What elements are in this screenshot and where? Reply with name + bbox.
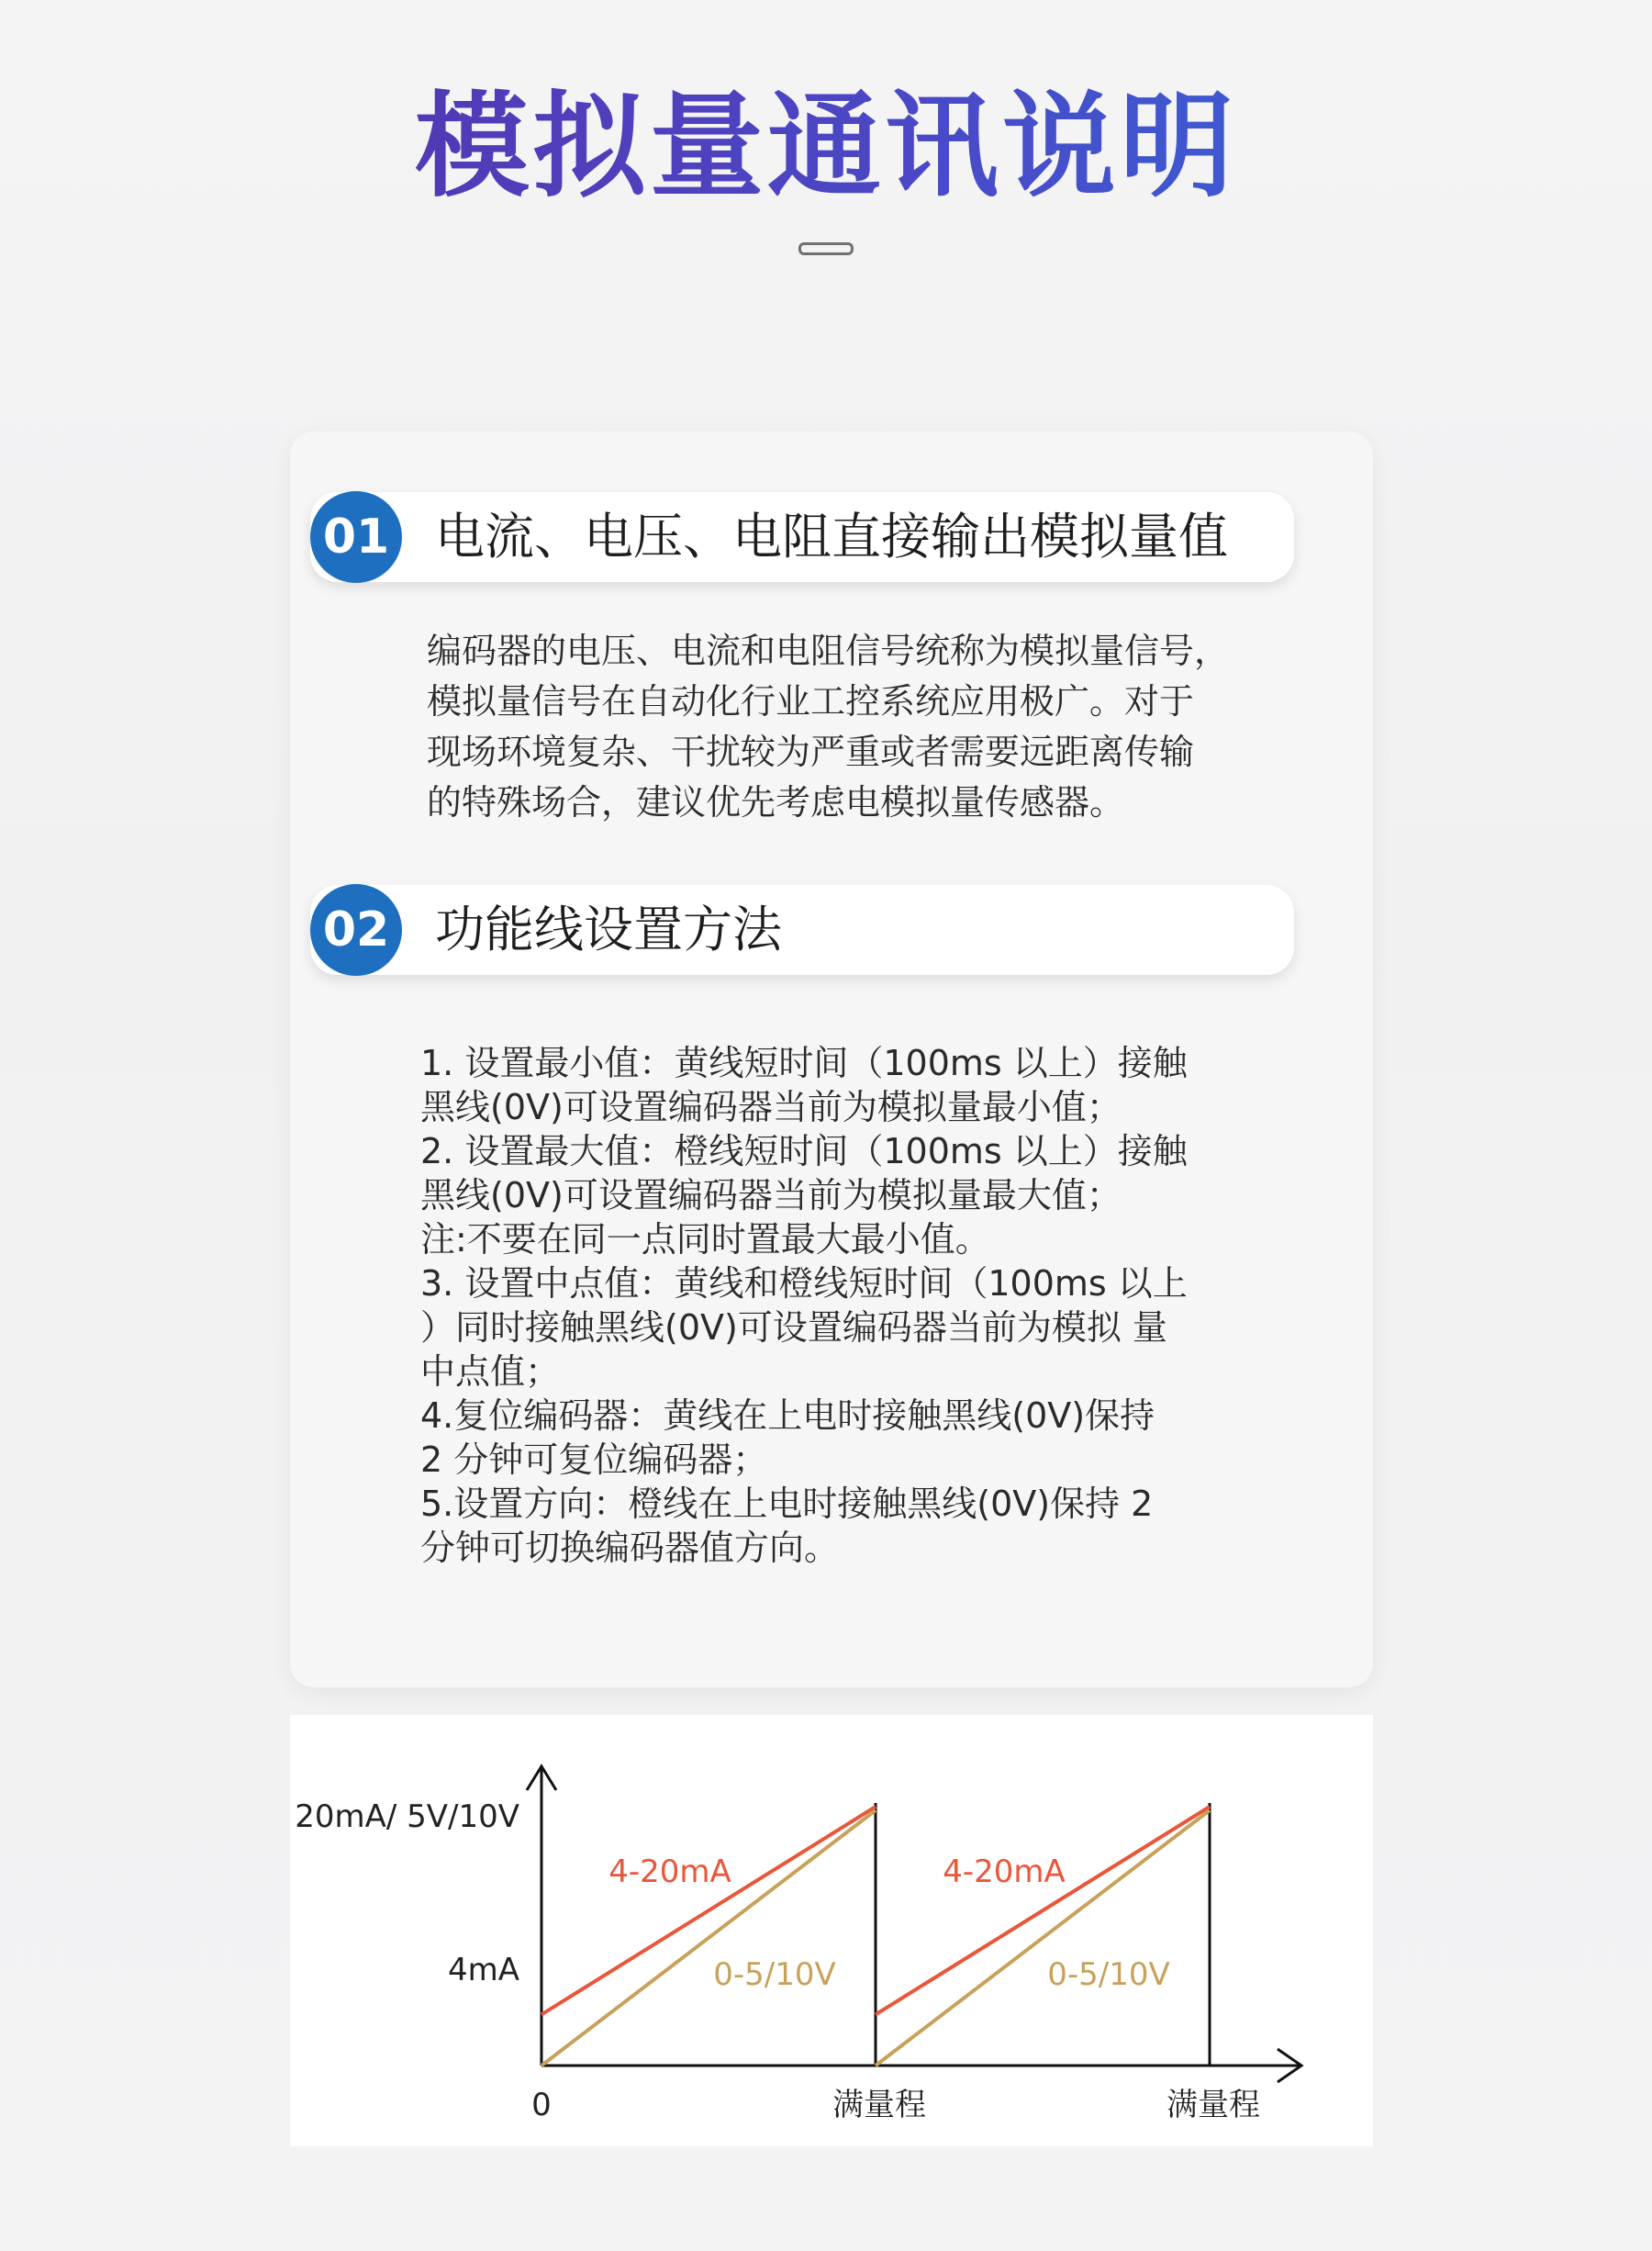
step-line: 黑线(0V)可设置编码器当前为模拟量最小值；	[420, 1087, 1122, 1127]
series-line-1	[541, 1810, 876, 2066]
step-line: 分钟可切换编码器值方向。	[420, 1528, 840, 1568]
series-label-0-5-10v: 0-5/10V	[713, 1956, 836, 1993]
series-label-4-20ma: 4-20mA	[943, 1853, 1066, 1890]
step-line: 中点值；	[420, 1351, 561, 1392]
step-line: 4.复位编码器：黄线在上电时接触黑线(0V)保持	[420, 1395, 1155, 1436]
step-line: 黑线(0V)可设置编码器当前为模拟量最大值；	[420, 1175, 1122, 1215]
step-line: 2. 设置最大值：橙线短时间（100ms 以上）接触	[420, 1131, 1188, 1171]
step-line: 5.设置方向：橙线在上电时接触黑线(0V)保持 2	[420, 1484, 1154, 1524]
body-line: 现场环境复杂、干扰较为严重或者需要远距离传输	[427, 732, 1195, 772]
y-tick-label-4ma: 4mA	[447, 1952, 519, 1988]
signal-chart	[290, 1715, 1373, 2146]
x-tick-label-full-scale: 满量程	[1166, 2087, 1260, 2123]
section-body-02	[420, 1041, 1188, 1570]
y-label-top: 20mA/ 5V/10V	[295, 1798, 519, 1835]
step-line: 1. 设置最小值：黄线短时间（100ms 以上）接触	[420, 1043, 1188, 1083]
page-title: 模拟量通讯说明	[0, 73, 1652, 220]
section-number-badge: 01	[310, 491, 402, 583]
section-heading: 电流、电压、电阻直接输出模拟量值	[435, 508, 1228, 566]
x-origin-label: 0	[531, 2087, 552, 2123]
body-line: 模拟量信号在自动化行业工控系统应用极广。对于	[427, 681, 1195, 722]
series-label-4-20ma: 4-20mA	[608, 1853, 731, 1890]
body-line: 编码器的电压、电流和电阻信号统称为模拟量信号，	[427, 631, 1230, 671]
section-heading: 功能线设置方法	[435, 901, 782, 958]
signal-chart-svg	[290, 1715, 1373, 2146]
step-line: 3. 设置中点值：黄线和橙线短时间（100ms 以上	[420, 1263, 1188, 1304]
body-line: 的特殊场合，建议优先考虑电模拟量传感器。	[427, 782, 1125, 823]
series-line-1	[876, 1810, 1210, 2066]
step-line: ）同时接触黑线(0V)可设置编码器当前为模拟 量	[420, 1307, 1167, 1348]
series-label-0-5-10v: 0-5/10V	[1047, 1956, 1170, 1993]
title-divider	[798, 242, 854, 255]
step-line: 注:不要在同一点同时置最大最小值。	[420, 1219, 990, 1260]
section-number-badge: 02	[310, 884, 402, 976]
x-tick-label-full-scale: 满量程	[832, 2087, 926, 2123]
section-body-01	[427, 626, 1229, 828]
step-line: 2 分钟可复位编码器；	[420, 1439, 768, 1480]
